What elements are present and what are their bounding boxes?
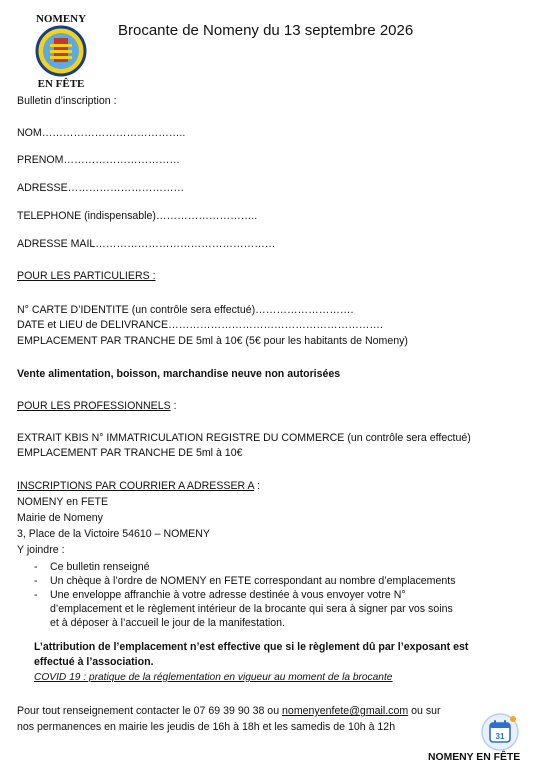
covid-note: COVID 19 : pratique de la réglementation en vigueur au moment de la brocante xyxy=(34,672,393,683)
field-telephone: TELEPHONE (indispensable)……………………….. xyxy=(17,210,258,222)
contact-line1 xyxy=(17,704,441,718)
list-item xyxy=(34,574,456,588)
list-item-continuation xyxy=(34,602,456,616)
field-nom: NOM………………………………….. xyxy=(17,127,186,139)
list-item-text: Un chèque à l’ordre de NOMENY en FETE correspondant au nombre d’emplacements xyxy=(50,575,456,587)
form-heading: Bulletin d’inscription : xyxy=(17,95,117,107)
field-adresse: ADRESSE…………………………… xyxy=(17,182,185,194)
joindre-list xyxy=(34,560,456,630)
list-item xyxy=(34,560,456,574)
logo-emblem xyxy=(22,8,100,90)
list-item-text: d’emplacement et le règlement intérieur de la brocante qui sera à signer par vos soins xyxy=(50,603,453,615)
courrier-heading xyxy=(17,479,260,493)
footer-signature: NOMENY EN FÊTE xyxy=(428,752,521,763)
particuliers-carte: N° CARTE D’IDENTITE (un contrôle sera effectué)………………………. xyxy=(17,304,354,316)
courrier-joindre: Y joindre : xyxy=(17,544,65,556)
list-item-text: et à déposer à l’accueil le jour de la manifestation. xyxy=(50,617,285,629)
particuliers-heading: POUR LES PARTICULIERS : xyxy=(17,270,156,282)
contact-line2: nos permanences en mairie les jeudis de 16h à 18h et les samedis de 10h à 12h xyxy=(17,721,396,733)
list-item-continuation xyxy=(34,616,456,630)
particuliers-emplacement: EMPLACEMENT PAR TRANCHE DE 5ml à 10€ (5€ pour les habitants de Nomeny) xyxy=(17,335,408,347)
attribution-line1: L’attribution de l’emplacement n’est effective que si le règlement dû par l’exposant est xyxy=(34,641,469,653)
page-title: Brocante de Nomeny du 13 septembre 2026 xyxy=(118,22,414,39)
calendar-icon[interactable] xyxy=(480,712,520,752)
professionnels-emplacement: EMPLACEMENT PAR TRANCHE DE 5ml à 10€ xyxy=(17,447,243,459)
calendar-icon-svg xyxy=(480,712,520,752)
logo-bottom-text: EN FÊTE xyxy=(37,78,85,90)
professionnels-heading-label: POUR LES PROFESSIONNELS xyxy=(17,400,171,412)
contact-prefix: Pour tout renseignement contacter le 07 69 39 90 38 ou xyxy=(17,705,283,717)
list-dash: - xyxy=(34,561,38,573)
list-item-text: Ce bulletin renseigné xyxy=(50,561,150,573)
email-link[interactable]: nomenyenfete@gmail.com xyxy=(282,705,409,717)
courrier-line3: 3, Place de la Victoire 54610 – NOMENY xyxy=(17,528,210,540)
logo-top-text: NOMENY xyxy=(35,13,87,25)
courrier-line2: Mairie de Nomeny xyxy=(17,512,103,524)
list-dash: - xyxy=(34,589,38,601)
attribution-line2: effectué à l’association. xyxy=(34,656,154,668)
calendar-day: 31 xyxy=(495,732,505,741)
contact-suffix: ou sur xyxy=(408,705,441,717)
field-prenom: PRENOM…………………………… xyxy=(17,154,181,166)
list-dash: - xyxy=(34,575,38,587)
nomeny-logo xyxy=(22,8,100,90)
professionnels-heading-colon: : xyxy=(170,400,177,412)
courrier-heading-label: INSCRIPTIONS PAR COURRIER A ADRESSER A xyxy=(17,480,255,492)
list-item xyxy=(34,588,456,602)
professionnels-heading xyxy=(17,399,177,413)
particuliers-date-lieu: DATE et LIEU de DELIVRANCE……………………………………………………. xyxy=(17,319,383,331)
list-item-text: Une enveloppe affranchie à votre adresse destinée à vous envoyer votre N° xyxy=(50,589,406,601)
courrier-line1: NOMENY en FETE xyxy=(17,496,109,508)
field-mail: ADRESSE MAIL…………………………………………… xyxy=(17,238,276,250)
warning-text: Vente alimentation, boisson, marchandise neuve non autorisées xyxy=(17,368,341,380)
courrier-heading-colon: : xyxy=(254,480,260,492)
professionnels-kbis: EXTRAIT KBIS N° IMMATRICULATION REGISTRE DU COMMERCE (un contrôle sera effectué) xyxy=(17,432,471,444)
